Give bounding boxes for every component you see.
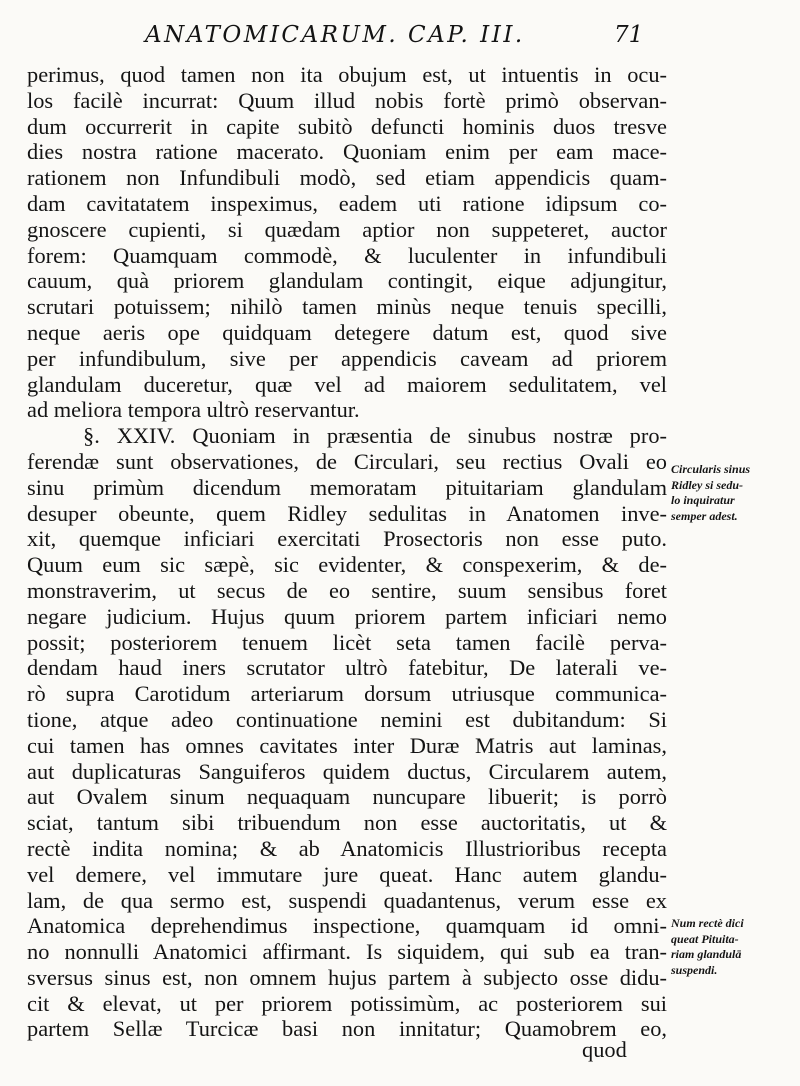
margin-note-line: semper adest. <box>671 508 738 523</box>
text-line: gnoscere cupienti, si quædam aptior non suppeteret, auctor <box>27 216 667 242</box>
text-line: aut duplicaturas Sanguiferos quidem ductus, Circularem autem, <box>27 758 667 784</box>
text-line: aut Ovalem sinum nequaquam nuncupare libuerit; is porrò <box>27 784 667 810</box>
text-line: vel demere, vel immutare jure queat. Hanc autem glandu- <box>27 861 667 887</box>
text-line: sversus sinus est, non omnem hujus partem à subjecto osse didu- <box>27 964 667 990</box>
text-line: partem Sellæ Turcicæ basi non innitatur; Quamobrem eo, <box>27 1016 667 1042</box>
text-line: neque aeris ope quidquam detegere datum est, quod sive <box>27 319 667 345</box>
text-line: cauum, quà priorem glandulam contingit, eique adjungitur, <box>27 268 667 294</box>
margin-note-pituitary-gland <box>671 916 744 978</box>
text-line: sciat, tantum sibi tribuendum non esse auctoritatis, ut & <box>27 810 667 836</box>
text-line: forem: Quamquam commodè, & luculenter in infundibuli <box>27 242 667 268</box>
margin-note-line: suspendi. <box>671 962 718 977</box>
text-line: perimus, quod tamen non ita obujum est, ut intuentis in ocu- <box>27 62 667 87</box>
catchword: quod <box>582 1037 627 1062</box>
text-line: monstraverim, ut secus de eo sentire, suum sensibus foret <box>27 577 667 603</box>
text-line: possit; posteriorem tenuem licèt seta tamen facilè perva- <box>27 629 667 655</box>
text-line: ad meliora tempora ultrò reservantur. <box>27 397 360 423</box>
margin-note-line: riam glandulā <box>671 947 742 961</box>
text-line: dam cavitatatem inspeximus, eadem uti ratione idipsum co- <box>27 190 667 216</box>
text-line: rationem non Infundibuli modò, sed etiam appendicis quam- <box>27 165 667 191</box>
margin-note-line: queat Pituita- <box>671 931 739 946</box>
text-line: dendam haud iners scrutator ultrò fatebitur, De laterali ve- <box>27 655 667 681</box>
text-line: rectè indita nomina; & ab Anatomicis Illustrioribus recepta <box>27 835 667 861</box>
text-line: dies nostra ratione macerato. Quoniam enim per eam mace- <box>27 139 667 165</box>
text-line: xit, quemque inficiari exercitati Prosectoris non esse puto. <box>27 526 667 552</box>
text-line: negare judicium. Hujus quum priorem partem inficiari nemo <box>27 603 667 629</box>
text-line: ferendæ sunt observationes, de Circulari, seu rectius Ovali eo <box>27 448 667 474</box>
section-heading-line: §. XXIV. Quoniam in præsentia de sinubus nostræ pro- <box>83 423 667 449</box>
body-text <box>27 62 667 1042</box>
margin-note-line: Num rectè dici <box>671 916 744 930</box>
margin-note-circular-sinus <box>671 462 750 524</box>
text-line: cui tamen has omnes cavitates inter Duræ Matris aut laminas, <box>27 732 667 758</box>
margin-note-line: Ridley si sedu- <box>671 477 743 492</box>
running-title: ANATOMICARUM. CAP. III. <box>145 22 525 48</box>
text-line: Anatomica deprehendimus inspectione, quamquam id omni- <box>27 913 667 939</box>
text-line: cit & elevat, ut per priorem potissimùm, ac posteriorem sui <box>27 990 667 1016</box>
text-line: sinu primùm dicendum memoratam pituitariam glandulam <box>27 474 667 500</box>
margin-note-line: Circularis sinus <box>671 462 751 476</box>
text-line: Quum eum sic sæpè, sic evidenter, & conspexerim, & de- <box>27 552 667 578</box>
text-line: per infundibulum, sive per appendicis caveam ad priorem <box>27 345 667 371</box>
margin-note-line: lo inquiratur <box>671 493 735 507</box>
text-line: glandulam duceretur, quæ vel ad maiorem sedulitatem, vel <box>27 371 667 397</box>
text-line: no nonnulli Anatomici affirmant. Is siquidem, qui sub ea tran- <box>27 939 667 965</box>
text-line: lam, de qua sermo est, suspendi quadantenus, verum esse ex <box>27 887 667 913</box>
text-line: los facilè incurrat: Quum illud nobis fortè primò observan- <box>27 87 667 113</box>
text-line: rò supra Carotidum arteriarum dorsum utriusque communica- <box>27 681 667 707</box>
text-line: scrutari potuissem; nihilò tamen minùs neque tenuis specilli, <box>27 294 667 320</box>
text-line: dum occurrerit in capite subitò defuncti hominis duos tresve <box>27 113 667 139</box>
page-number: 71 <box>614 22 644 48</box>
text-line: desuper obeunte, quem Ridley sedulitas in Anatomen inve- <box>27 500 667 526</box>
text-line: tione, atque adeo continuatione nemini est dubitandum: Si <box>27 706 667 732</box>
